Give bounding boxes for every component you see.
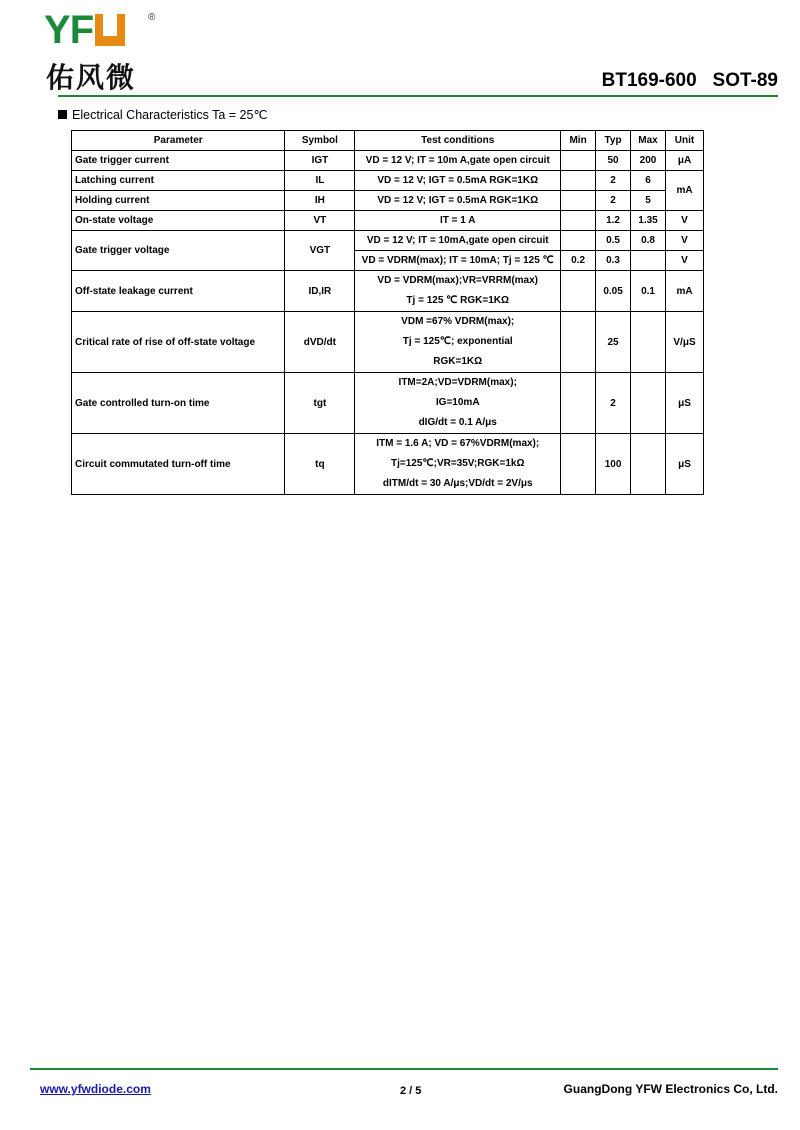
min-cell (561, 151, 596, 171)
section-heading (58, 107, 267, 122)
parameter-cell: Gate trigger current (72, 151, 285, 171)
unit-cell: mA (666, 271, 704, 312)
typ-cell: 1.2 (596, 211, 631, 231)
condition-line: IG=10mA (435, 397, 480, 408)
registered-mark: ® (148, 12, 156, 23)
condition-cell: VD = 12 V; IT = 10m A,gate open circuit (355, 151, 561, 171)
condition-cell: VD = 12 V; IGT = 0.5mA RGK=1KΩ (355, 171, 561, 191)
unit-cell: V (666, 251, 704, 271)
condition-cell (355, 271, 561, 312)
min-cell (561, 271, 596, 312)
max-cell: 5 (631, 191, 666, 211)
electrical-characteristics-table (71, 130, 704, 495)
footer-divider (30, 1068, 778, 1070)
company-name: GuangDong YFW Electronics Co, Ltd. (563, 1082, 778, 1096)
max-cell: 200 (631, 151, 666, 171)
unit-cell: μS (666, 434, 704, 495)
max-cell: 0.8 (631, 231, 666, 251)
symbol-cell: dVD/dt (285, 312, 355, 373)
parameter-cell: Critical rate of rise of off-state voltage (72, 312, 285, 373)
typ-cell: 0.05 (596, 271, 631, 312)
max-cell (631, 434, 666, 495)
table-row (72, 211, 704, 231)
section-title: Electrical Characteristics Ta = 25℃ (72, 108, 268, 122)
condition-cell (355, 434, 561, 495)
column-header: Max (631, 131, 666, 151)
max-cell (631, 373, 666, 434)
table-row (72, 271, 704, 312)
parameter-cell: Gate trigger voltage (72, 231, 285, 271)
condition-line: ITM = 1.6 A; VD = 67%VDRM(max); (376, 438, 540, 449)
condition-cell (355, 312, 561, 373)
unit-cell: V (666, 231, 704, 251)
logo-wordmark: YF (44, 10, 125, 50)
min-cell: 0.2 (561, 251, 596, 271)
condition-line: VD = VDRM(max);VR=VRRM(max) (377, 275, 539, 286)
table-header-row (72, 131, 704, 151)
min-cell (561, 434, 596, 495)
column-header: Symbol (285, 131, 355, 151)
table-row (72, 151, 704, 171)
typ-cell: 0.5 (596, 231, 631, 251)
table-row (72, 171, 704, 191)
parameter-cell: Holding current (72, 191, 285, 211)
condition-line: RGK=1KΩ (433, 356, 483, 367)
typ-cell: 25 (596, 312, 631, 373)
condition-line: Tj = 125 ℃ RGK=1KΩ (406, 295, 510, 306)
symbol-cell: IGT (285, 151, 355, 171)
min-cell (561, 231, 596, 251)
logo-chinese-name: 佑风微 (46, 61, 137, 94)
typ-cell: 50 (596, 151, 631, 171)
symbol-cell: IH (285, 191, 355, 211)
table-row (72, 373, 704, 434)
max-cell: 1.35 (631, 211, 666, 231)
min-cell (561, 191, 596, 211)
max-cell (631, 312, 666, 373)
website-link[interactable]: www.yfwdiode.com (40, 1082, 151, 1096)
parameter-cell: Off-state leakage current (72, 271, 285, 312)
column-header: Test conditions (355, 131, 561, 151)
parameter-cell: Gate controlled turn-on time (72, 373, 285, 434)
column-header: Unit (666, 131, 704, 151)
unit-cell: V/μS (666, 312, 704, 373)
parameter-cell: Circuit commutated turn-off time (72, 434, 285, 495)
table-row (72, 434, 704, 495)
table-row (72, 231, 704, 251)
column-header: Min (561, 131, 596, 151)
condition-line: ITM=2A;VD=VDRM(max); (398, 377, 517, 388)
typ-cell: 2 (596, 171, 631, 191)
max-cell: 6 (631, 171, 666, 191)
symbol-cell: IL (285, 171, 355, 191)
typ-cell: 0.3 (596, 251, 631, 271)
condition-line: dIG/dt = 0.1 A/μs (418, 417, 497, 428)
company-logo (44, 10, 164, 94)
min-cell (561, 312, 596, 373)
min-cell (561, 211, 596, 231)
condition-line: dITM/dt = 30 A/μs;VD/dt = 2V/μs (382, 478, 533, 489)
min-cell (561, 171, 596, 191)
symbol-cell: VT (285, 211, 355, 231)
symbol-cell: tgt (285, 373, 355, 434)
square-bullet-icon (58, 110, 67, 119)
unit-cell: μA (666, 151, 704, 171)
typ-cell: 2 (596, 373, 631, 434)
unit-cell: mA (666, 171, 704, 211)
condition-cell: IT = 1 A (355, 211, 561, 231)
min-cell (561, 373, 596, 434)
unit-cell: V (666, 211, 704, 231)
max-cell (631, 251, 666, 271)
symbol-cell: tq (285, 434, 355, 495)
condition-line: Tj = 125℃; exponential (402, 336, 513, 347)
condition-cell (355, 373, 561, 434)
condition-line: Tj=125℃;VR=35V;RGK=1kΩ (390, 458, 525, 469)
column-header: Parameter (72, 131, 285, 151)
symbol-cell: ID,IR (285, 271, 355, 312)
typ-cell: 100 (596, 434, 631, 495)
part-title: BT169-600 SOT-89 (601, 70, 778, 91)
condition-cell: VD = 12 V; IGT = 0.5mA RGK=1KΩ (355, 191, 561, 211)
symbol-cell: VGT (285, 231, 355, 271)
condition-cell: VD = VDRM(max); IT = 10mA; Tj = 125 ℃ (355, 251, 561, 271)
typ-cell: 2 (596, 191, 631, 211)
condition-line: VDM =67% VDRM(max); (401, 316, 515, 327)
page-number: 2 / 5 (400, 1085, 422, 1097)
table-row (72, 191, 704, 211)
table-row (72, 312, 704, 373)
parameter-cell: Latching current (72, 171, 285, 191)
unit-cell: μS (666, 373, 704, 434)
condition-cell: VD = 12 V; IT = 10mA,gate open circuit (355, 231, 561, 251)
max-cell: 0.1 (631, 271, 666, 312)
parameter-cell: On-state voltage (72, 211, 285, 231)
header-divider (58, 95, 778, 97)
column-header: Typ (596, 131, 631, 151)
